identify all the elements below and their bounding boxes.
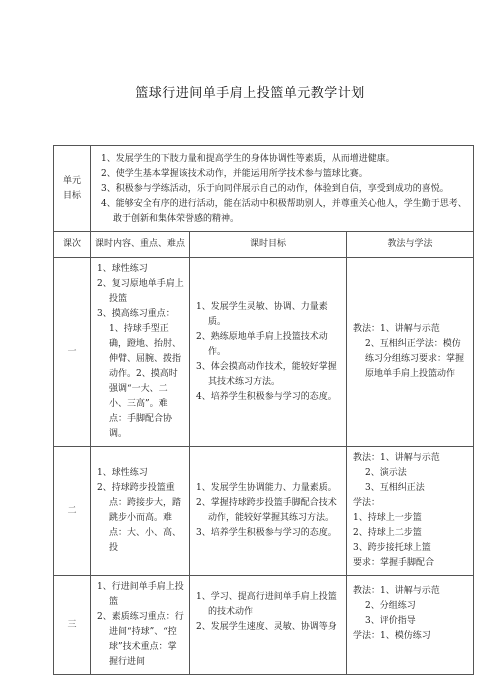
lesson-row bbox=[54, 576, 474, 675]
lesson-method bbox=[347, 258, 474, 447]
content-line: 3、摸高练习重点：1、持球手型正确，蹬地、抬肘、伸臂、屈腕、拨指动作。2、摸高时强调“一大、二小、三高”。难点：手脚配合协调。 bbox=[97, 309, 182, 439]
objective-line: 1、发展学生协调能力、力量素质。 bbox=[196, 483, 337, 493]
page-title: 篮球行进间单手肩上投篮单元教学计划 bbox=[135, 86, 365, 101]
header-method: 教法与学法 bbox=[347, 232, 474, 258]
header-row bbox=[54, 232, 474, 258]
content-line: 1、球性练习 bbox=[97, 468, 148, 478]
objective-line: 2、熟练原地单手肩上投篮技术动作。 bbox=[196, 331, 328, 357]
method-line: 3、跨步接托球上篮 bbox=[353, 543, 431, 553]
objective-line: 3、体会摸高动作技术，能较好掌握其技术练习方法。 bbox=[196, 361, 337, 387]
content-line: 1、行进间单手肩上投篮 bbox=[97, 582, 184, 607]
method-line: 2、互相纠正学法：模仿练习分组练习要求：掌握原地单手肩上投篮动作 bbox=[365, 339, 465, 379]
objective-line: 1、学习、提高行进间单手肩上投篮的技术动作 bbox=[196, 592, 337, 617]
method-line: 教法：1、讲解与示范 bbox=[353, 324, 440, 334]
lesson-objective bbox=[190, 576, 347, 675]
unit-goal-label-line2: 目标 bbox=[62, 190, 81, 201]
objective-line: 3、培养学生积极参与学习的态度。 bbox=[196, 528, 337, 538]
unit-goal-label bbox=[54, 146, 91, 232]
method-line: 1、持球上一步篮 bbox=[353, 513, 422, 523]
content-line: 2、持球跨步投篮重点：跨接步大，踏跳步小而高。难点：大、小、高、投 bbox=[97, 483, 182, 553]
lesson-method bbox=[347, 447, 474, 576]
lesson-number: 三 bbox=[54, 576, 91, 675]
unit-plan-table bbox=[53, 145, 474, 675]
unit-goal-item: 3、积极参与学练活动，乐于向同伴展示自己的动作，体验到自信，享受到成功的喜悦。 bbox=[101, 184, 449, 194]
method-line: 2、演示法 bbox=[365, 468, 407, 478]
unit-goal-content bbox=[91, 146, 474, 232]
header-objective: 课时目标 bbox=[190, 232, 347, 258]
objective-line: 4、培养学生积极参与学习的态度。 bbox=[196, 391, 337, 402]
lesson-row bbox=[54, 447, 474, 576]
unit-goal-row bbox=[54, 146, 474, 232]
method-line: 3、互相纠正法 bbox=[365, 483, 425, 493]
lesson-method bbox=[347, 576, 474, 675]
unit-goal-item: 1、发展学生的下肢力量和提高学生的身体协调性等素质，从而增进健康。 bbox=[101, 154, 395, 164]
method-line: 学法：1、模仿练习 bbox=[353, 631, 431, 641]
objective-line: 1、发展学生灵敏、协调、力量素质。 bbox=[196, 301, 328, 327]
objective-line: 2、掌握持球跨步投篮手脚配合技术动作，能较好掌握其练习方法。 bbox=[196, 498, 337, 523]
method-line: 3、评价指导 bbox=[365, 616, 416, 626]
unit-goal-item: 4、能够安全有序的进行活动，能在活动中积极帮助别人，并尊重关心他人，学生勤于思考、敢于创新和集体荣誉感的精神。 bbox=[101, 199, 467, 224]
objective-line: 2、发展学生速度、灵敏、协调等身 bbox=[196, 622, 337, 632]
header-content: 课时内容、重点、难点 bbox=[91, 232, 190, 258]
method-line: 教法：1、讲解与示范 bbox=[353, 586, 440, 596]
lesson-content bbox=[91, 576, 190, 675]
content-line: 1、球性练习 bbox=[97, 264, 148, 274]
content-line: 2、复习原地单手肩上投篮 bbox=[97, 279, 184, 304]
unit-goal-item: 2、使学生基本掌握该技术动作，并能运用所学技术参与篮球比赛。 bbox=[101, 169, 368, 179]
method-line: 学法： bbox=[353, 498, 381, 508]
lesson-content bbox=[91, 258, 190, 447]
lesson-row bbox=[54, 258, 474, 447]
method-line: 教法：1、讲解与示范 bbox=[353, 453, 440, 463]
method-line: 2、分组练习 bbox=[365, 601, 416, 611]
header-lesson: 课次 bbox=[54, 232, 91, 258]
lesson-content bbox=[91, 447, 190, 576]
lesson-objective bbox=[190, 447, 347, 576]
content-line: 2、素质练习重点：行进间“持球”、“控球”技术重点：掌握行进间 bbox=[97, 612, 184, 667]
lesson-number: 二 bbox=[54, 447, 91, 576]
unit-goal-label-line1: 单元 bbox=[62, 175, 81, 186]
method-line: 2、持球上二步篮 bbox=[353, 528, 422, 538]
method-line: 要求：掌握手脚配合 bbox=[353, 558, 435, 568]
lesson-objective bbox=[190, 258, 347, 447]
lesson-number: 一 bbox=[54, 258, 91, 447]
